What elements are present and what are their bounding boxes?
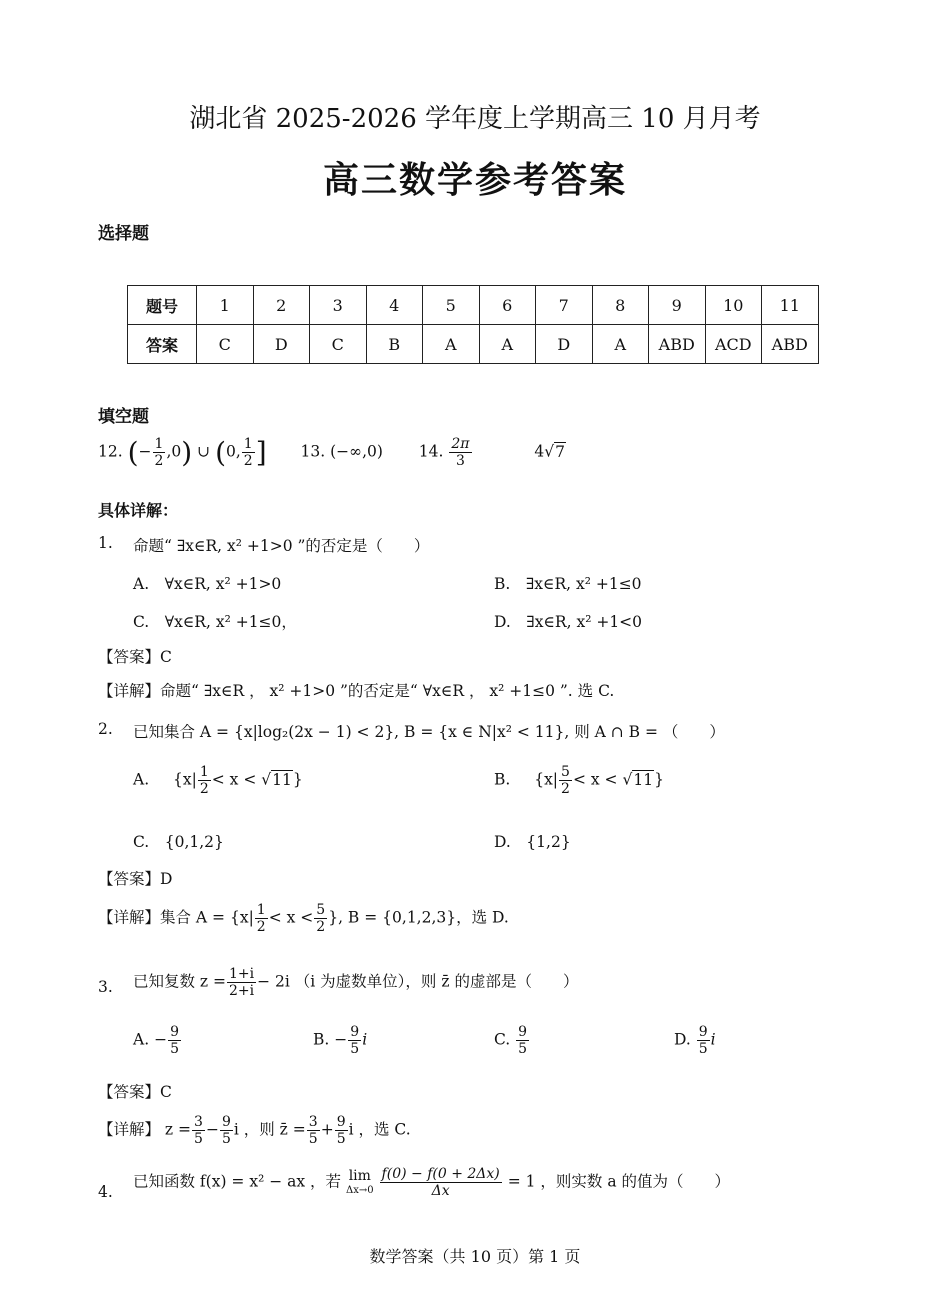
- q12-fraction-1: [153, 436, 166, 469]
- question-number: 3: [310, 286, 367, 325]
- q2-detail: [98, 902, 509, 935]
- q2-detail-f2-den: 2: [316, 919, 326, 936]
- q3-option-a: [133, 1024, 182, 1057]
- q3-number: 3.: [98, 978, 113, 996]
- q12-label: 12.: [98, 442, 123, 461]
- q3-detail-pre: 【详解】 z =: [98, 1120, 192, 1139]
- q15-radicand: 7: [555, 442, 566, 461]
- q3-b-sign: −: [334, 1030, 348, 1049]
- q3-detail: [98, 1114, 411, 1147]
- q14-fraction: [449, 436, 471, 469]
- answer-cell: D: [536, 325, 593, 364]
- q2-option-c: C. {0,1,2}: [133, 833, 224, 851]
- question-number: 4: [366, 286, 423, 325]
- question-number: 11: [762, 286, 819, 325]
- q2-stem: 已知集合 A = {x|log₂(2x − 1) < 2}, B = {x ∈ N|x² < 11}, 则 A ∩ B = （ ）: [133, 723, 725, 741]
- q2-a-close: }: [292, 770, 303, 789]
- q3-detail-f2-den: 5: [221, 1131, 231, 1148]
- question-number: 9: [649, 286, 706, 325]
- q3-detail-f3-den: 5: [308, 1131, 318, 1148]
- q3-a-sign: −: [154, 1030, 168, 1049]
- q3-detail-mid: i ，则 z̄ =: [233, 1120, 306, 1139]
- q12-minus: −: [138, 442, 152, 461]
- q4-number: 4.: [98, 1183, 113, 1201]
- q3-stem: [133, 966, 578, 999]
- q2-detail-f1-num: 1: [256, 902, 266, 918]
- q3-stem-fraction: [227, 966, 256, 999]
- q4-limit: [346, 1169, 374, 1195]
- q3-detail-f3: [307, 1114, 320, 1147]
- q12-zero: 0,: [226, 442, 241, 461]
- q13-answer: (−∞,0): [330, 442, 383, 461]
- q1-option-a: A. ∀x∈R, x² +1>0: [133, 575, 282, 593]
- q14-den: 3: [455, 453, 465, 470]
- q12-f2-num: 1: [243, 436, 253, 452]
- q2-detail-fraction-2: [314, 902, 327, 935]
- q1-answer: 【答案】C: [98, 648, 172, 666]
- q3-stem-den: 2+i: [229, 983, 255, 1000]
- q4-lim-word: lim: [348, 1168, 371, 1185]
- q1-number: 1.: [98, 534, 113, 552]
- answer-cell: ABD: [649, 325, 706, 364]
- q3-d-unit: i: [710, 1030, 716, 1049]
- q2-option-d: D. {1,2}: [494, 833, 571, 851]
- q2-a-num: 1: [199, 764, 209, 780]
- question-number: 6: [479, 286, 536, 325]
- q3-detail-f2: [220, 1114, 233, 1147]
- q3-b-num: 9: [350, 1024, 360, 1040]
- q4-lim-num: f(0) − f(0 + 2Δx): [381, 1166, 500, 1182]
- q3-detail-f4: [335, 1114, 348, 1147]
- q3-stem-num: 1+i: [229, 966, 255, 982]
- q3-detail-f2-num: 9: [221, 1114, 231, 1130]
- q2-b-den: 2: [561, 781, 570, 798]
- q2-answer: 【答案】D: [98, 870, 173, 888]
- q14-label: 14.: [418, 442, 444, 461]
- row-label-question: 题号: [128, 286, 197, 325]
- q1-option-c: C. ∀x∈R, x² +1≤0，: [133, 613, 297, 631]
- q13-label: 13.: [300, 442, 326, 461]
- choice-section-title: 选择题: [98, 224, 149, 244]
- q3-d-label: D.: [674, 1030, 691, 1049]
- q2-b-num: 5: [561, 764, 570, 780]
- q3-d-num: 9: [698, 1024, 708, 1040]
- q15-coef: 4: [534, 442, 545, 461]
- question-number: 7: [536, 286, 593, 325]
- q3-b-fraction: [348, 1024, 361, 1057]
- q2-a-pre: {x|: [173, 770, 197, 789]
- answer-table: [127, 285, 819, 364]
- q4-stem: [133, 1166, 730, 1199]
- q3-b-den: 5: [350, 1041, 360, 1058]
- q3-detail-f1: [192, 1114, 205, 1147]
- q3-option-d: [674, 1024, 716, 1057]
- answer-key-title: 高三数学参考答案: [322, 160, 627, 201]
- q3-detail-f1-den: 5: [194, 1131, 203, 1148]
- q3-a-num: 9: [170, 1024, 179, 1040]
- answer-row: [128, 325, 819, 364]
- q3-detail-f1-num: 3: [194, 1114, 203, 1130]
- q3-a-den: 5: [170, 1041, 179, 1058]
- q12-mid: ,0: [166, 442, 182, 461]
- answer-cell: ABD: [762, 325, 819, 364]
- q3-a-label: A.: [133, 1030, 150, 1049]
- q2-b-post: < x <: [572, 770, 618, 789]
- exam-title: 湖北省 2025-2026 学年度上学期高三 10 月月考: [189, 104, 761, 134]
- q4-lim-sub: Δx→0: [346, 1184, 374, 1196]
- q3-d-den: 5: [698, 1041, 708, 1058]
- fill-section-title: 填空题: [98, 407, 149, 427]
- q3-c-fraction: [516, 1024, 529, 1057]
- q2-a-fraction: [198, 764, 211, 797]
- q2-b-label: B.: [494, 770, 511, 789]
- q12-f2-den: 2: [243, 453, 253, 470]
- q3-stem-pre: 已知复数 z =: [133, 972, 227, 991]
- answer-cell: C: [310, 325, 367, 364]
- answer-cell: ACD: [705, 325, 762, 364]
- q3-option-c: [494, 1024, 530, 1057]
- q3-detail-f3-num: 3: [308, 1114, 318, 1130]
- q2-a-post: < x <: [211, 770, 257, 789]
- q3-detail-f4-den: 5: [336, 1131, 346, 1148]
- q3-b-label: B.: [313, 1030, 330, 1049]
- question-number-row: [128, 286, 819, 325]
- answer-cell: A: [592, 325, 649, 364]
- q3-option-b: [313, 1024, 367, 1057]
- q3-c-num: 9: [518, 1024, 528, 1040]
- q2-detail-pre: 【详解】集合 A = {x|: [98, 908, 254, 927]
- question-number: 5: [423, 286, 480, 325]
- q2-a-radicand: 11: [272, 770, 292, 789]
- q2-detail-fraction-1: [255, 902, 268, 935]
- question-number: 2: [253, 286, 310, 325]
- q2-detail-f2-num: 5: [316, 902, 326, 918]
- q2-a-label: A.: [133, 770, 150, 789]
- q2-b-pre: {x|: [534, 770, 559, 789]
- q3-stem-post: − 2i （i 为虚数单位），则 z̄ 的虚部是（ ）: [257, 972, 579, 991]
- q3-b-unit: i: [362, 1030, 368, 1049]
- q3-detail-post: i ，选 C.: [348, 1120, 411, 1139]
- q3-detail-op2: +: [320, 1120, 334, 1139]
- q3-a-fraction: [168, 1024, 181, 1057]
- q4-stem-post: = 1 ，则实数 a 的值为（ ）: [507, 1172, 730, 1191]
- q2-b-close: }: [654, 770, 664, 789]
- q2-detail-mid: < x <: [268, 908, 314, 927]
- fill-answers-line: 12. (− $\frac{1}{2}$ ,0) ∪ (0, $\frac{1}{2}$ ] 13. (−∞,0) 14. $\frac{2\pi}{3}$ 4√7: [98, 436, 566, 470]
- q1-option-b: B. ∃x∈R, x² +1≤0: [494, 575, 642, 593]
- q12-fraction-2: [242, 436, 255, 469]
- question-number: 1: [197, 286, 254, 325]
- details-title: 具体详解：: [98, 501, 179, 520]
- q3-detail-f4-num: 9: [336, 1114, 346, 1130]
- answer-cell: B: [366, 325, 423, 364]
- q1-detail: 【详解】命题“ ∃x∈R ， x² +1>0 ”的否定是“ ∀x∈R ， x² +1≤0 ”. 选 C.: [98, 682, 615, 700]
- q3-d-fraction: [697, 1024, 710, 1057]
- q2-number: 2.: [98, 720, 113, 738]
- q3-c-den: 5: [518, 1041, 528, 1058]
- answer-cell: D: [253, 325, 310, 364]
- q4-lim-den: Δx: [431, 1183, 450, 1200]
- q2-a-den: 2: [199, 781, 209, 798]
- row-label-answer: 答案: [128, 325, 197, 364]
- q3-answer: 【答案】C: [98, 1083, 172, 1101]
- q12-f1-num: 1: [154, 436, 164, 452]
- q1-stem: 命题“ ∃x∈R, x² +1>0 ”的否定是（ ）: [133, 537, 430, 555]
- q2-option-a: A. {x| $\frac{1}{2}$ < x < √11}: [133, 764, 303, 798]
- q2-detail-post: }, B = {0,1,2,3}，选 D.: [328, 908, 509, 927]
- q4-lim-fraction: [380, 1166, 502, 1199]
- q2-b-fraction: [559, 764, 572, 797]
- q2-detail-f1-den: 2: [256, 919, 266, 936]
- q12-union: ∪: [197, 442, 211, 461]
- q14-num: 2π: [451, 436, 470, 452]
- q2-option-b: B. {x| $\frac{5}{2}$ < x < √11}: [494, 764, 664, 798]
- question-number: 10: [705, 286, 762, 325]
- page-footer: 数学答案（共 10 页）第 1 页: [369, 1247, 581, 1266]
- q3-detail-op1: −: [205, 1120, 219, 1139]
- q1-option-d: D. ∃x∈R, x² +1<0: [494, 613, 643, 631]
- q3-c-label: C.: [494, 1030, 511, 1049]
- q12-f1-den: 2: [154, 453, 164, 470]
- q4-stem-pre: 已知函数 f(x) = x² − ax ，若: [133, 1172, 342, 1191]
- q2-b-radicand: 11: [633, 770, 654, 789]
- question-number: 8: [592, 286, 649, 325]
- answer-cell: A: [423, 325, 480, 364]
- answer-cell: C: [197, 325, 254, 364]
- answer-cell: A: [479, 325, 536, 364]
